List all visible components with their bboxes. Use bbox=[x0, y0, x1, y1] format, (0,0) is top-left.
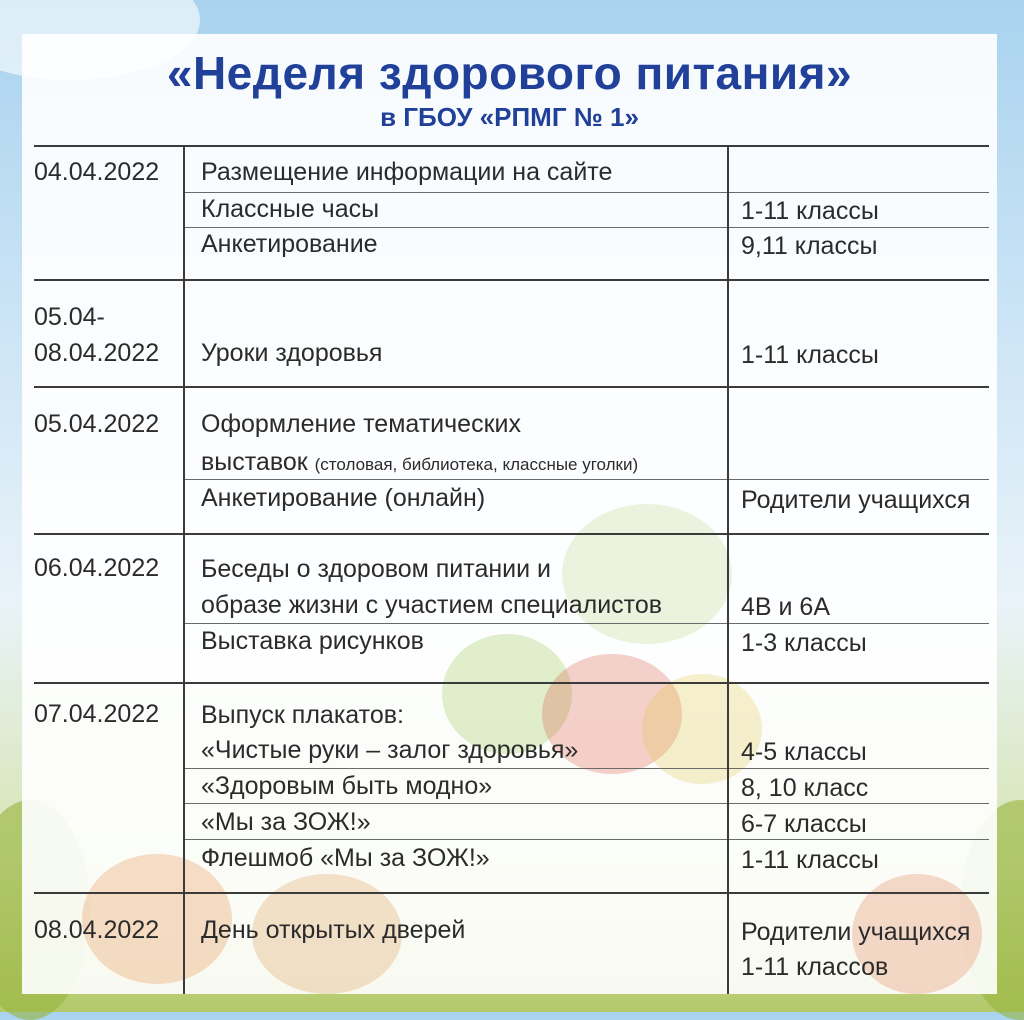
event-cell: Выставка рисунков bbox=[201, 627, 424, 655]
event-cell: Флешмоб «Мы за ЗОЖ!» bbox=[201, 844, 490, 872]
event-text: выставок bbox=[201, 448, 308, 476]
date-cell: 07.04.2022 bbox=[34, 700, 160, 728]
row-divider bbox=[184, 192, 989, 193]
block-divider bbox=[34, 279, 989, 281]
participants-cell: Родители учащихся bbox=[741, 918, 971, 946]
block-divider bbox=[34, 682, 989, 684]
participants-cell: 4-5 классы bbox=[741, 738, 867, 766]
event-cell: Беседы о здоровом питании и bbox=[201, 555, 551, 583]
participants-cell: 1-11 классов bbox=[741, 953, 889, 981]
block-divider bbox=[34, 386, 989, 388]
event-cell bbox=[201, 447, 638, 480]
block-divider bbox=[34, 145, 989, 147]
event-cell: образе жизни с участием специалистов bbox=[201, 591, 663, 619]
participants-cell: 1-11 классы bbox=[741, 341, 879, 369]
page-subtitle: в ГБОУ «РПМГ № 1» bbox=[380, 102, 639, 132]
event-cell: Анкетирование bbox=[201, 230, 378, 258]
date-cell: 06.04.2022 bbox=[34, 554, 160, 582]
participants-cell: 1-11 классы bbox=[741, 846, 879, 874]
row-divider bbox=[184, 227, 989, 228]
participants-cell: 4В и 6А bbox=[741, 593, 831, 621]
event-cell: Выпуск плакатов: bbox=[201, 701, 404, 729]
block-divider bbox=[34, 892, 989, 894]
row-divider bbox=[184, 803, 989, 804]
event-cell: День открытых дверей bbox=[201, 916, 466, 944]
event-cell: Размещение информации на сайте bbox=[201, 158, 613, 186]
date-cell: 05.04- bbox=[34, 303, 105, 331]
date-cell: 08.04.2022 bbox=[34, 916, 160, 944]
date-cell: 04.04.2022 bbox=[34, 158, 160, 186]
event-cell: Уроки здоровья bbox=[201, 339, 383, 367]
schedule-table bbox=[22, 34, 997, 994]
event-cell: «Мы за ЗОЖ!» bbox=[201, 808, 371, 836]
block-divider bbox=[34, 533, 989, 535]
row-divider bbox=[184, 768, 989, 769]
event-note: (столовая, библиотека, классные уголки) bbox=[314, 455, 639, 474]
row-divider bbox=[184, 623, 989, 624]
page-title: «Неделя здорового питания» bbox=[166, 47, 853, 99]
column-divider bbox=[183, 145, 185, 994]
column-divider bbox=[727, 145, 729, 994]
participants-cell: 8, 10 класс bbox=[741, 774, 869, 802]
participants-cell: 6-7 классы bbox=[741, 810, 867, 838]
schedule-card bbox=[22, 34, 997, 994]
participants-cell: 1-3 классы bbox=[741, 629, 867, 657]
participants-cell: Родители учащихся bbox=[741, 486, 971, 514]
row-divider bbox=[184, 839, 989, 840]
event-cell: «Чистые руки – залог здоровья» bbox=[201, 736, 579, 764]
participants-cell: 1-11 классы bbox=[741, 197, 879, 225]
event-cell: Анкетирование (онлайн) bbox=[201, 484, 486, 512]
event-cell: Классные часы bbox=[201, 195, 380, 223]
event-cell: Оформление тематических bbox=[201, 410, 521, 438]
date-cell: 08.04.2022 bbox=[34, 339, 160, 367]
date-cell: 05.04.2022 bbox=[34, 410, 160, 438]
participants-cell: 9,11 классы bbox=[741, 232, 878, 260]
event-cell: «Здоровым быть модно» bbox=[201, 772, 493, 800]
